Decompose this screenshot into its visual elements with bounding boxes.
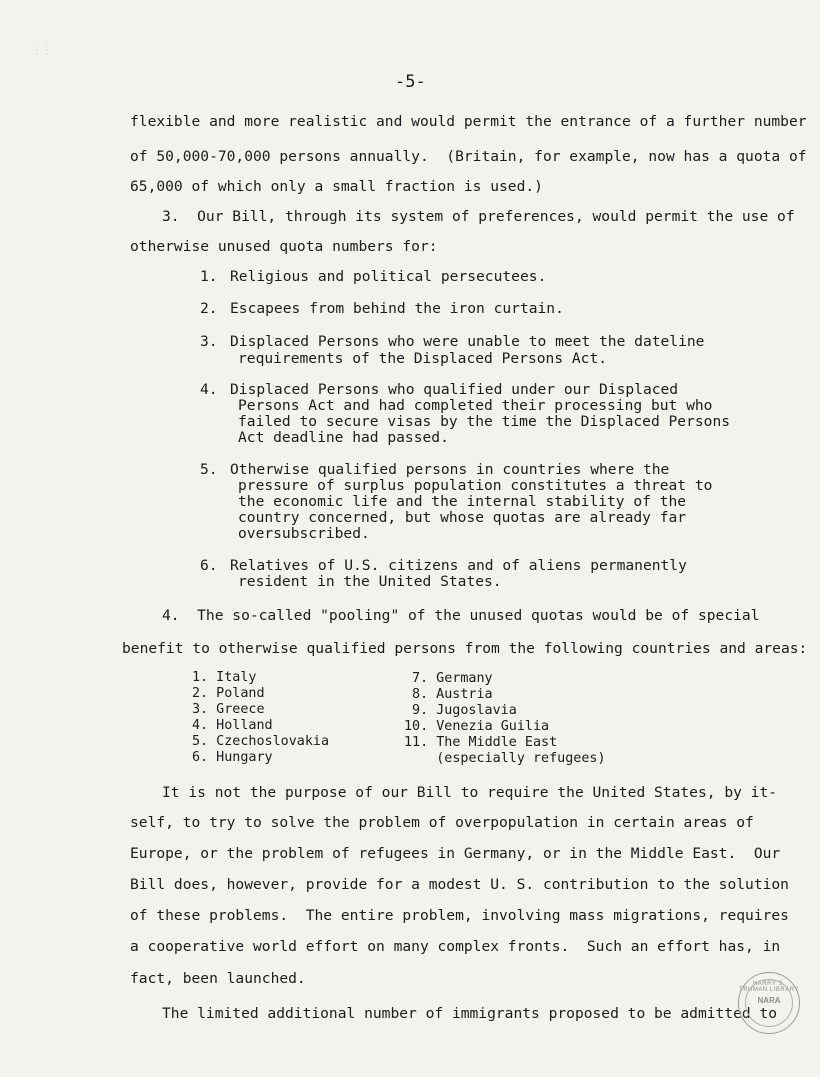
country-item: 6. Hungary — [192, 750, 273, 765]
para3-line-1: 3. Our Bill, through its system of preferences, would permit the use of — [162, 208, 795, 225]
stamp-arc-text: HARRY S. TRUMAN LIBRARY — [739, 981, 799, 993]
country-item: 8. Austria — [412, 687, 493, 702]
intro-line-2: of 50,000-70,000 persons annually. (Britain, for example, now has a quota of — [130, 148, 807, 165]
pref-5-line-5: oversubscribed. — [238, 525, 370, 542]
purpose-line-1: It is not the purpose of our Bill to require the United States, by it- — [162, 784, 778, 801]
purpose-line-2: self, to try to solve the problem of overpopulation in certain areas of — [130, 814, 754, 831]
pref-4-line-4: Act deadline had passed. — [238, 429, 449, 446]
pref-1-line-1: Religious and political persecutees. — [230, 268, 547, 285]
pref-6-line-1: Relatives of U.S. citizens and of aliens permanently — [230, 557, 687, 574]
country-item: 1. Italy — [192, 670, 257, 685]
pref-4-line-1: Displaced Persons who qualified under our Displaced — [230, 381, 679, 398]
pref-4-num: 4. — [200, 381, 218, 398]
final-line: The limited additional number of immigrants proposed to be admitted to — [162, 1005, 778, 1022]
country-item: 4. Holland — [192, 718, 273, 733]
country-item: (especially refugees) — [404, 751, 606, 766]
pref-5-num: 5. — [200, 461, 218, 478]
country-item: 10. Venezia Guilia — [404, 719, 550, 734]
pref-3-line-2: requirements of the Displaced Persons Act. — [238, 350, 608, 367]
stamp-center-text: NARA — [757, 996, 781, 1005]
purpose-line-6: a cooperative world effort on many complex fronts. Such an effort has, in — [130, 938, 781, 955]
pref-6-line-2: resident in the United States. — [238, 573, 502, 590]
pref-1-num: 1. — [200, 268, 218, 285]
pref-3-line-1: Displaced Persons who were unable to meet the dateline — [230, 333, 705, 350]
purpose-line-5: of these problems. The entire problem, involving mass migrations, requires — [130, 907, 789, 924]
pref-5-line-4: country concerned, but whose quotas are already far — [238, 509, 687, 526]
intro-line-3: 65,000 of which only a small fraction is used.) — [130, 178, 543, 195]
pref-6-num: 6. — [200, 557, 218, 574]
pref-2-line-1: Escapees from behind the iron curtain. — [230, 300, 564, 317]
para4-line-2: benefit to otherwise qualified persons from the following countries and areas: — [122, 640, 808, 657]
purpose-line-3: Europe, or the problem of refugees in Germany, or in the Middle East. Our — [130, 845, 781, 862]
library-stamp — [738, 972, 800, 1034]
pref-5-line-1: Otherwise qualified persons in countries where the — [230, 461, 670, 478]
page-number: -5- — [395, 72, 426, 92]
country-item: 5. Czechoslovakia — [192, 734, 330, 749]
country-item: 9. Jugoslavia — [412, 703, 517, 718]
country-item: 3. Greece — [192, 702, 265, 717]
intro-line-1: flexible and more realistic and would permit the entrance of a further number — [130, 113, 807, 130]
pref-5-line-3: the economic life and the internal stability of the — [238, 493, 687, 510]
purpose-line-4: Bill does, however, provide for a modest U. S. contribution to the solution — [130, 876, 789, 893]
pref-4-line-3: failed to secure visas by the time the Displaced Persons — [238, 413, 731, 430]
pref-5-line-2: pressure of surplus population constitutes a threat to — [238, 477, 713, 494]
pref-3-num: 3. — [200, 333, 218, 350]
pref-4-line-2: Persons Act and had completed their processing but who — [238, 397, 713, 414]
para4-line-1: 4. The so-called "pooling" of the unused quotas would be of special — [162, 607, 760, 624]
country-item: 7. Germany — [412, 671, 493, 686]
country-item: 2. Poland — [192, 686, 265, 701]
purpose-line-7: fact, been launched. — [130, 970, 306, 987]
pref-2-num: 2. — [200, 300, 218, 317]
country-item: 11. The Middle East — [404, 735, 558, 750]
archive-mark: ⋮⋮ — [32, 45, 52, 56]
para3-line-2: otherwise unused quota numbers for: — [130, 238, 438, 255]
